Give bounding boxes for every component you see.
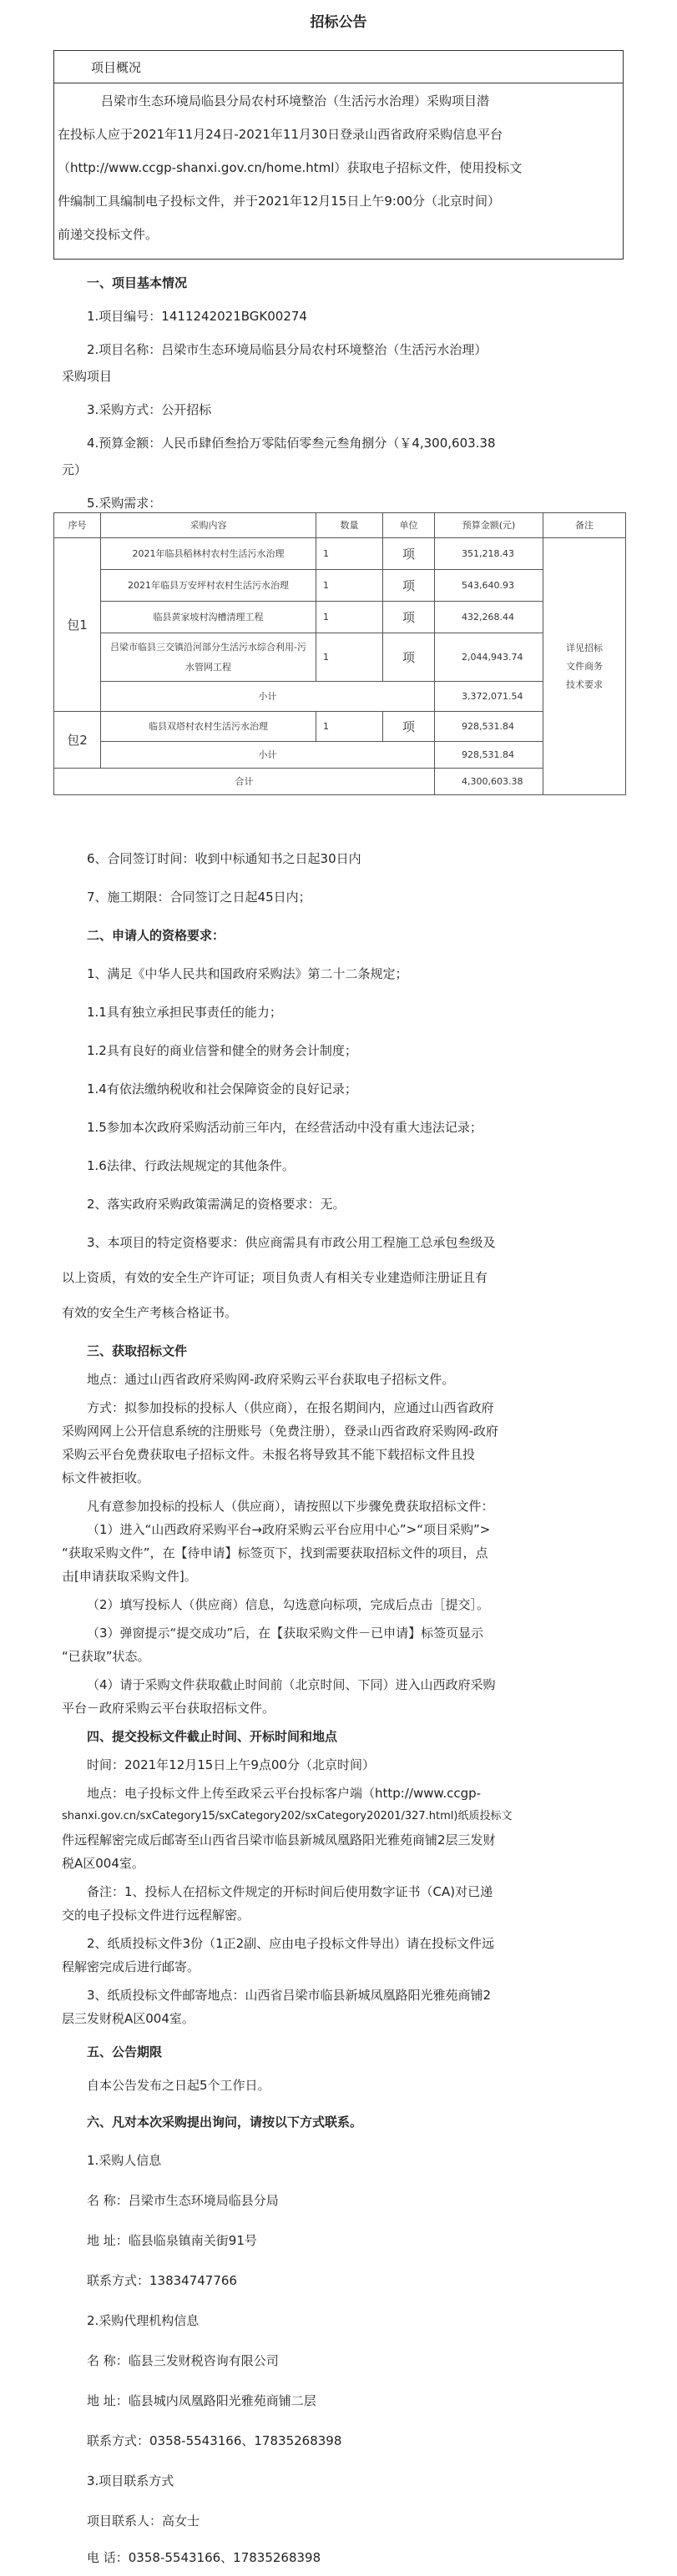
th-remark: 备注	[543, 513, 626, 538]
sec2-item: 1.6法律、行政法规规定的其他条件。	[87, 1158, 295, 1173]
cell-unit: 项	[383, 602, 435, 633]
sec3-line: （1）进入“山西政府采购平台→政府采购云平台应用中心”>“项目采购”>	[87, 1522, 491, 1537]
cell-qty: 1	[316, 538, 383, 570]
contact-line: 联系方式：0358-5543166、17835268398	[87, 2433, 342, 2448]
sec3-line: 采购云平台免费获取电子招标文件。未报名将导致其不能下载招标文件且投	[62, 1447, 476, 1462]
sec3-line: “获取采购文件”，在【待申请】标签页下，找到需要获取招标文件的项目，点	[62, 1545, 488, 1560]
sec4-line: 2、纸质投标文件3份（1正2副、应由电子投标文件导出）请在投标文件远	[87, 1936, 495, 1951]
cell-unit: 项	[383, 633, 435, 682]
contact-line: 项目联系人：高女士	[87, 2513, 200, 2528]
cell-content: 临县双塔村农村生活污水治理	[101, 712, 316, 742]
overview-text	[58, 90, 619, 245]
sec5-line: 自本公告发布之日起5个工作日。	[87, 2078, 270, 2093]
sec5-heading: 五、公告期限	[87, 2044, 163, 2059]
sec1-item: 3.采购方式：公开招标	[87, 402, 212, 417]
cell-content: 临县黄家坡村沟槽清理工程	[101, 602, 316, 633]
sec1-item: 1.项目编号：1411242021BGK00274	[87, 309, 307, 324]
th-index: 序号	[54, 513, 101, 538]
remark-line: 技术要求	[566, 678, 603, 690]
sec2-req3: 以上资质，有效的安全生产许可证；项目负责人有相关专业建造师注册证且有	[62, 1270, 488, 1285]
sec4-line: 时间：2021年12月15日上午9点00分（北京时间）	[87, 1757, 375, 1772]
sec4-line: 程解密完成后进行邮寄。	[62, 1959, 200, 1974]
remark-line: 文件商务	[566, 660, 603, 672]
total-amount: 4,300,603.38	[435, 769, 543, 795]
sec4-line: 3、纸质投标文件邮寄地点：山西省吕梁市临县新城凤凰路阳光雅苑商铺2	[87, 1988, 492, 2003]
cell-qty: 1	[316, 633, 383, 682]
cell-amount: 351,218.43	[435, 538, 543, 570]
sec2-req3: 3、本项目的特定资格要求：供应商需具有市政公用工程施工总承包叁级及	[87, 1235, 496, 1250]
total-row	[54, 769, 626, 795]
sec2-item: 1、满足《中华人民共和国政府采购法》第二十二条规定；	[87, 966, 408, 981]
sec1-item: 4.预算金额：人民币肆佰叁拾万零陆佰零叁元叁角捌分（￥4,300,603.38	[87, 436, 496, 451]
overview-label-box	[53, 50, 624, 83]
cell-content: 2021年临县稻林村农村生活污水治理	[101, 538, 316, 570]
sec6-heading: 六、凡对本次采购提出询问，请按以下方式联系。	[87, 2115, 363, 2130]
sec4-line: 件远程解密完成后邮寄至山西省吕梁市临县新城凤凰路阳光雅苑商铺2层三发财	[62, 1832, 496, 1848]
subtotal-label: 小计	[101, 682, 435, 712]
sec3-line: “已获取”状态。	[62, 1649, 150, 1664]
cell-qty: 1	[316, 570, 383, 602]
cell-qty: 1	[316, 712, 383, 742]
cell-content: 吕梁市临县三交镇沿河部分生活污水综合利用-污水管网工程	[101, 633, 316, 682]
page-title: 招标公告	[310, 14, 367, 31]
contact-line: 电 话：0358-5543166、17835268398	[87, 2550, 321, 2565]
cell-unit: 项	[383, 570, 435, 602]
package-2-label: 包2	[54, 712, 101, 769]
contact-line: 1.采购人信息	[87, 2153, 162, 2168]
cell-amount: 2,044,943.74	[435, 633, 543, 682]
procurement-table	[53, 512, 626, 795]
th-content: 采购内容	[101, 513, 316, 538]
sec3-line: 平台－政府采购云平台获取招标文件。	[62, 1701, 275, 1716]
remark-cell	[543, 538, 626, 795]
sec2-req3: 有效的安全生产考核合格证书。	[62, 1305, 238, 1320]
table-row	[54, 538, 626, 570]
subtotal-amount: 928,531.84	[435, 742, 543, 769]
sec3-line: （2）填写投标人（供应商）信息，勾选意向标项，完成后点击［提交］。	[87, 1597, 490, 1612]
cell-unit: 项	[383, 538, 435, 570]
sec1-heading: 一、项目基本情况	[87, 275, 188, 290]
overview-line: （http://www.ccgp-shanxi.gov.cn/home.html）获取电子招标文件，使用投标文	[58, 160, 523, 175]
contact-line: 3.项目联系方式	[87, 2473, 174, 2488]
th-amount: 预算金额(元)	[435, 513, 543, 538]
remark-line: 详见招标	[566, 642, 603, 653]
sec3-line: 地点：通过山西省政府采购网-政府采购云平台获取电子招标文件。	[87, 1372, 455, 1387]
sec2-item: 2、落实政府采购政策需满足的资格要求：无。	[87, 1197, 346, 1212]
sec3-line: （4）请于采购文件获取截止时间前（北京时间、下同）进入山西政府采购	[87, 1677, 496, 1692]
contact-line: 2.采购代理机构信息	[87, 2313, 200, 2328]
contact-line: 名 称：临县三发财税咨询有限公司	[87, 2353, 279, 2368]
sec2-item: 1.1具有独立承担民事责任的能力；	[87, 1005, 282, 1020]
sec2-item: 1.2具有良好的商业信誉和健全的财务会计制度；	[87, 1043, 357, 1058]
table-row	[54, 712, 626, 742]
table-row	[54, 602, 626, 633]
sec4-line: 税A区004室。	[62, 1856, 144, 1871]
contact-line: 地 址：临县城内凤凰路阳光雅苑商铺二层	[87, 2393, 316, 2408]
overview-line: 前递交投标文件。	[58, 227, 159, 242]
sec3-line: 采购网网上公开信息系统的注册账号（免费注册），登录山西省政府采购网-政府	[62, 1424, 498, 1439]
sec4-line: 层三发财税A区004室。	[62, 2011, 195, 2026]
sec2-heading: 二、申请人的资格要求：	[87, 928, 225, 943]
subtotal-label: 小计	[101, 742, 435, 769]
sec3-heading: 三、获取招标文件	[87, 1343, 188, 1359]
cell-qty: 1	[316, 602, 383, 633]
contact-line: 名 称：吕梁市生态环境局临县分局	[87, 2193, 279, 2208]
th-qty: 数量	[316, 513, 383, 538]
sec1-item: 采购项目	[62, 369, 113, 384]
sec1-item: 5.采购需求：	[87, 496, 162, 511]
construction-period: 7、施工期限：合同签订之日起45日内；	[87, 890, 311, 905]
contact-line: 地 址：临县临泉镇南关街91号	[87, 2233, 257, 2248]
overview-box	[53, 83, 624, 260]
sec3-line: 凡有意参加投标的投标人（供应商），请按照以下步骤免费获取招标文件：	[87, 1499, 494, 1514]
overview-label: 项目概况	[91, 60, 142, 75]
contact-line: 联系方式：13834747766	[87, 2273, 237, 2288]
subtotal-amount: 3,372,071.54	[435, 682, 543, 712]
sec1-item: 元）	[62, 462, 88, 477]
sec4-line: 地点：电子投标文件上传至政采云平台投标客户端（http://www.ccgp-	[87, 1786, 482, 1801]
overview-line: 在投标人应于2021年11月24日-2021年11月30日登录山西省政府采购信息平台	[58, 127, 503, 142]
th-unit: 单位	[383, 513, 435, 538]
sec4-heading: 四、提交投标文件截止时间、开标时间和地点	[87, 1729, 338, 1744]
cell-amount: 432,268.44	[435, 602, 543, 633]
table-row	[54, 633, 626, 682]
sec3-line: 标文件被拒收。	[62, 1470, 150, 1485]
cell-amount: 543,640.93	[435, 570, 543, 602]
overview-line: 件编制工具编制电子投标文件，并于2021年12月15日上午9:00分（北京时间）	[58, 194, 501, 209]
cell-amount: 928,531.84	[435, 712, 543, 742]
cell-content: 2021年临县万安坪村农村生活污水治理	[101, 570, 316, 602]
cell-unit: 项	[383, 712, 435, 742]
sec2-item: 1.4有依法缴纳税收和社会保障资金的良好记录；	[87, 1081, 357, 1096]
sec3-line: （3）弹窗提示“提交成功”后，在【获取采购文件－已申请】标签页显示	[87, 1626, 484, 1641]
sec3-line: 方式：拟参加投标的投标人（供应商），在报名期间内，应通过山西省政府	[87, 1400, 494, 1415]
overview-line: 吕梁市生态环境局临县分局农村环境整治（生活污水治理）采购项目潜	[101, 93, 490, 108]
sec2-item: 1.5参加本次政府采购活动前三年内，在经营活动中没有重大违法记录；	[87, 1120, 482, 1135]
package-1-label: 包1	[54, 538, 101, 712]
sec1-item: 2.项目名称：吕梁市生态环境局临县分局农村环境整治（生活污水治理）	[87, 342, 488, 357]
total-label: 合计	[54, 769, 435, 795]
subtotal-row	[54, 682, 626, 712]
subtotal-row	[54, 742, 626, 769]
contract-time: 6、合同签订时间：收到中标通知书之日起30日内	[87, 851, 361, 866]
sec4-line: 交的电子投标文件进行远程解密。	[62, 1908, 250, 1923]
sec4-line: shanxi.gov.cn/sxCategory15/sxCategory202/sxCategory20201/327.html)纸质投标文	[62, 1810, 513, 1822]
table-row	[54, 570, 626, 602]
sec3-line: 击[申请获取采购文件]。	[62, 1569, 197, 1584]
sec4-line: 备注：1、投标人在招标文件规定的开标时间后使用数字证书（CA)对已递	[87, 1884, 493, 1899]
